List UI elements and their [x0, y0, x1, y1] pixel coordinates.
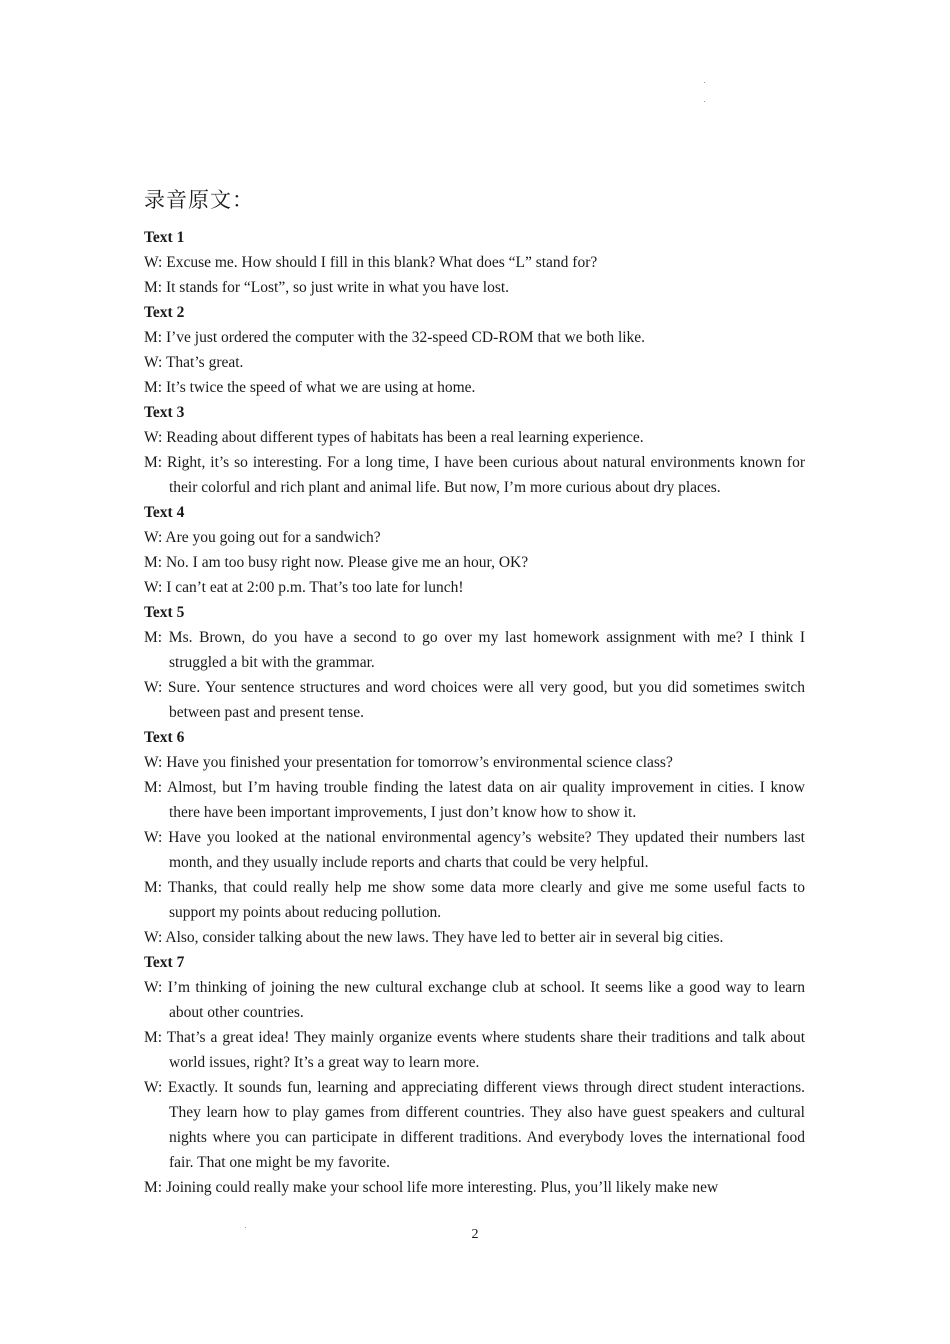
- dialogue-line: M: Right, it’s so interesting. For a long time, I have been curious about natural environments known for their colorful and rich plant and animal life. But now, I’m more curious about dry places.: [144, 454, 805, 496]
- dialogue-line: W: That’s great.: [144, 354, 244, 371]
- dialogue-line: M: Thanks, that could really help me show some data more clearly and give me some useful facts to support my points about reducing pollution.: [144, 879, 805, 921]
- section-text-2: [144, 300, 805, 400]
- dialogue-line: M: No. I am too busy right now. Please give me an hour, OK?: [144, 554, 529, 571]
- scan-dot: [704, 101, 705, 102]
- dialogue-line: W: Sure. Your sentence structures and word choices were all very good, but you did sometimes switch between past and present tense.: [144, 679, 805, 721]
- dialogue-line: W: Reading about different types of habitats has been a real learning experience.: [144, 429, 644, 446]
- section-text-4: [144, 500, 805, 600]
- section-text-7: [144, 950, 805, 1200]
- section-text-3: [144, 400, 805, 500]
- section-heading: Text 5: [144, 604, 185, 621]
- page-number: 2: [471, 1227, 479, 1242]
- dialogue-line: M: Almost, but I’m having trouble finding the latest data on air quality improvement in cities. I know there have been important improvements, I just don’t know how to show it.: [144, 779, 805, 821]
- section-text-5: [144, 600, 805, 725]
- dialogue-line: W: Also, consider talking about the new laws. They have led to better air in several big cities.: [144, 929, 724, 946]
- dialogue-line: M: Joining could really make your school life more interesting. Plus, you’ll likely make new: [144, 1179, 719, 1196]
- page-title: 录音原文：: [144, 188, 254, 212]
- dialogue-line: W: Have you finished your presentation for tomorrow’s environmental science class?: [144, 754, 673, 771]
- section-heading: Text 6: [144, 729, 185, 746]
- section-heading: Text 3: [144, 404, 185, 421]
- dialogue-line: M: Ms. Brown, do you have a second to go over my last homework assignment with me? I think I struggled a bit with the grammar.: [144, 629, 805, 671]
- dialogue-line: W: Have you looked at the national environmental agency’s website? They updated their numbers last month, and they usually include reports and charts that could be very helpful.: [144, 829, 805, 871]
- section-heading: Text 2: [144, 304, 185, 321]
- section-heading: Text 1: [144, 229, 185, 246]
- dialogue-line: W: Are you going out for a sandwich?: [144, 529, 381, 546]
- section-text-1: [144, 225, 805, 300]
- section-heading: Text 7: [144, 954, 185, 971]
- dialogue-line: M: It’s twice the speed of what we are using at home.: [144, 379, 476, 396]
- scan-dot: [704, 82, 705, 83]
- dialogue-line: W: I can’t eat at 2:00 p.m. That’s too late for lunch!: [144, 579, 464, 596]
- section-heading: Text 4: [144, 504, 185, 521]
- dialogue-line: M: That’s a great idea! They mainly organize events where students share their traditions and talk about world issues, right? It’s a great way to learn more.: [144, 1029, 805, 1071]
- dialogue-line: W: Exactly. It sounds fun, learning and appreciating different views through direct student interactions. They learn how to play games from different countries. They also have guest speakers and cultural nights where you can participate in different traditions. And everybody loves the international food fair. That one might be my favorite.: [144, 1079, 805, 1171]
- dialogue-line: W: I’m thinking of joining the new cultural exchange club at school. It seems like a good way to learn about other countries.: [144, 979, 805, 1021]
- section-text-6: [144, 725, 805, 950]
- dialogue-line: M: I’ve just ordered the computer with the 32-speed CD-ROM that we both like.: [144, 329, 646, 346]
- document-page: [144, 186, 805, 1200]
- dialogue-line: M: It stands for “Lost”, so just write in what you have lost.: [144, 279, 510, 296]
- dialogue-line: W: Excuse me. How should I fill in this blank? What does “L” stand for?: [144, 254, 598, 271]
